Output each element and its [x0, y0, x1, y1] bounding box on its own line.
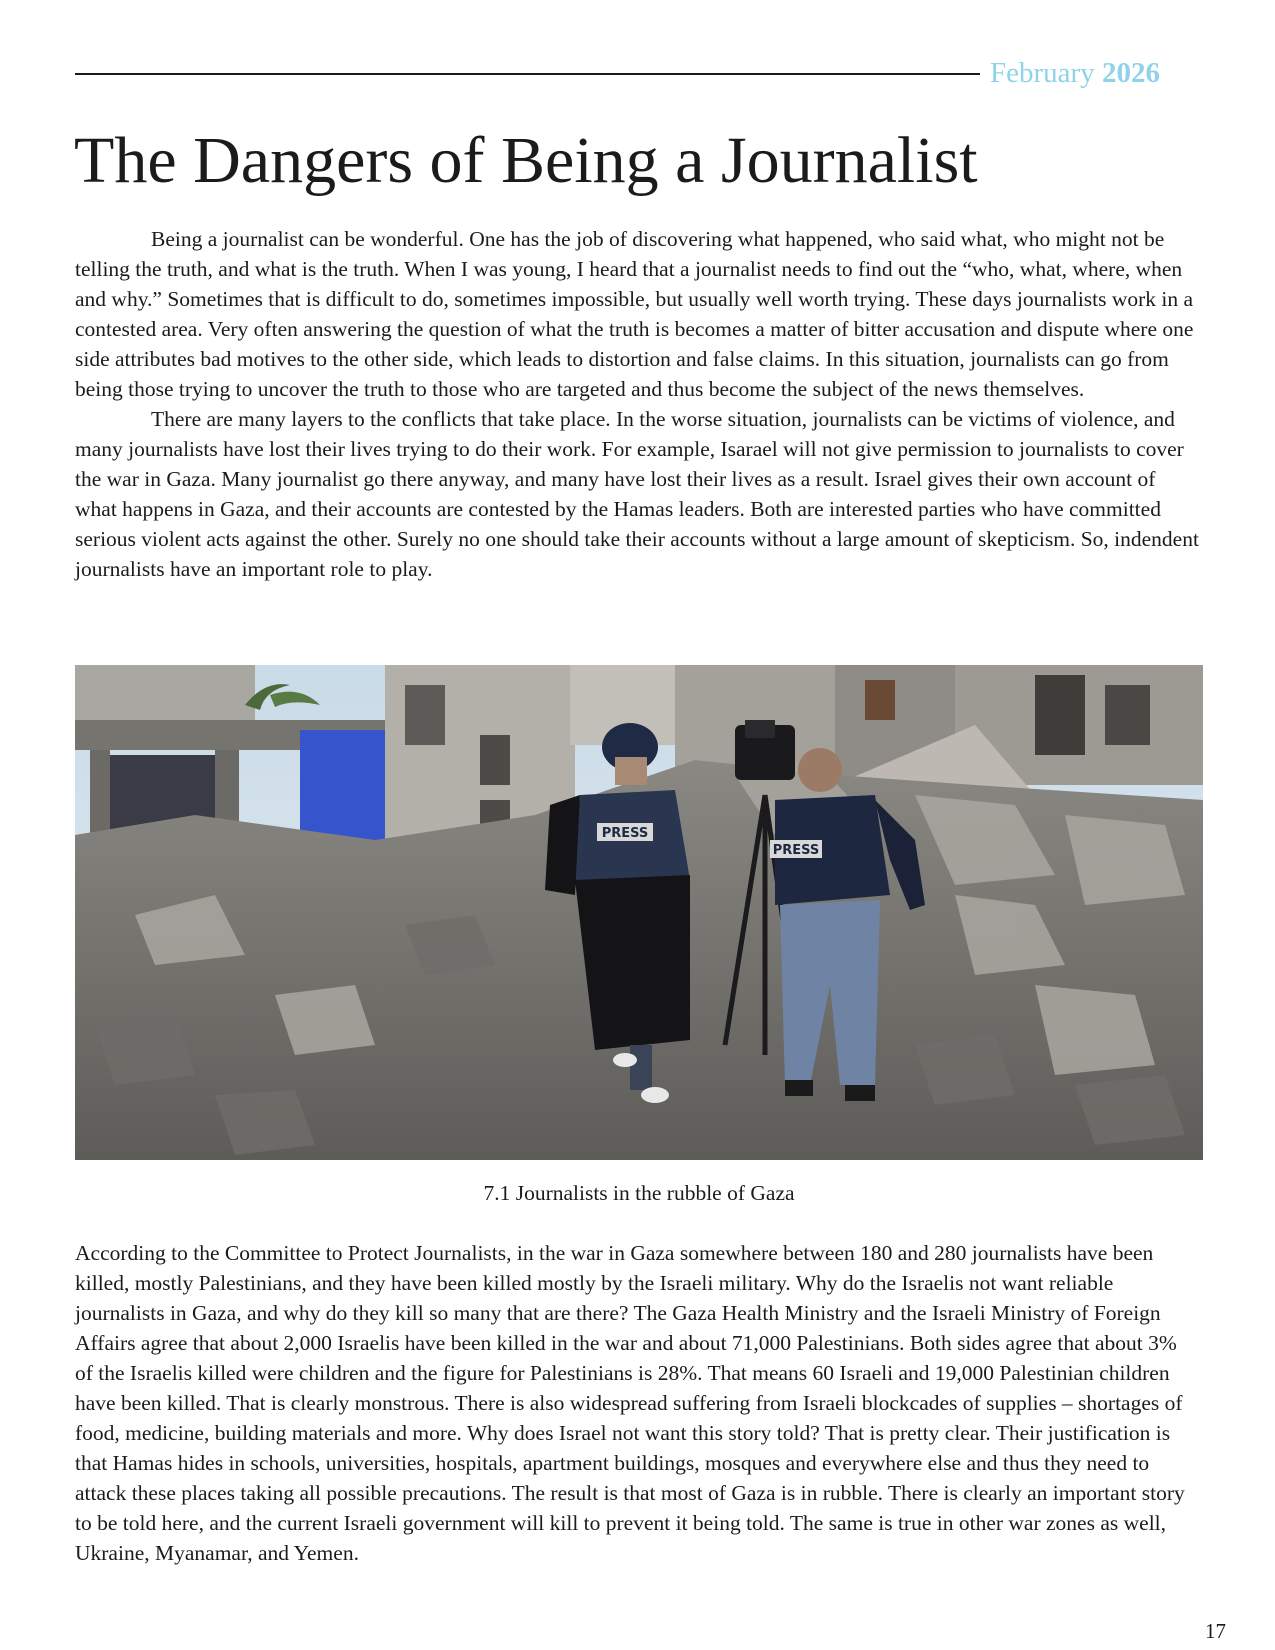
- page-number: 17: [1205, 1619, 1226, 1643]
- article-title: The Dangers of Being a Journalist: [74, 124, 978, 197]
- header-rule: [75, 73, 980, 75]
- issue-date: [990, 56, 1200, 90]
- press-label-left: PRESS: [601, 826, 649, 841]
- article-intro: [75, 224, 1200, 584]
- paragraph-2: There are many layers to the conflicts that take place. In the worse situation, journalists can be victims of violence, and many journalists have lost their lives trying to do their work. For example, Isarael will not give permission to journalists to cover the war in Gaza. Many journalist go there anyway, and many have lost their lives as a result. Israel gives their own account of what happens in Gaza, and their accounts are contested by the Hamas leaders. Both are interested parties who have committed serious violent acts against the other. Surely no one should take their accounts without a large amount of skepticism. So, indendent journalists have an important role to play.: [75, 407, 1199, 581]
- photo-caption: 7.1 Journalists in the rubble of Gaza: [483, 1181, 795, 1205]
- issue-year: 2026: [1101, 57, 1160, 89]
- paragraph-3: According to the Committee to Protect Journalists, in the war in Gaza somewhere between 180 and 280 journalists have been killed, mostly Palestinians, and they have been killed mostly by the Israeli military. Why do the Israelis not want reliable journalists in Gaza, and why do they kill so many that are there? The Gaza Health Ministry and the Israeli Ministry of Foreign Affairs agree that about 2,000 Israelis have been killed in the war and about 71,000 Palestinians. Both sides agree that about 3% of the Israelis killed were children and the figure for Palestinians is 28%. That means 60 Israeli and 19,000 Palestinian children have been killed. That is clearly monstrous. There is also widespread suffering from Israeli blockcades of supplies – shortages of food, medicine, building materials and more. Why does Israel not want this story told? That is pretty clear. Their justification is that Hamas hides in schools, universities, hospitals, apartment buildings, mosques and everywhere else and thus they need to attack these places taking all possible precautions. The result is that most of Gaza is in rubble. There is clearly an important story to be told here, and the current Israeli government will kill to prevent it being told. The same is true in other war zones as well, Ukraine, Myanamar, and Yemen.: [75, 1241, 1185, 1565]
- article-continuation: [75, 1238, 1200, 1568]
- paragraph-1: Being a journalist can be wonderful. One has the job of discovering what happened, who said what, who might not be telling the truth, and what is the truth. When I was young, I heard that a journalist needs to find out the “who, what, where, when and why.” Sometimes that is difficult to do, sometimes impossible, but usually well worth trying. These days journalists work in a contested area. Very often answering the question of what the truth is becomes a matter of bitter accusation and dispute where one side attributes bad motives to the other side, which leads to distortion and false claims. In this situation, journalists can go from being those trying to uncover the truth to those who are targeted and thus become the subject of the news themselves.: [75, 227, 1194, 401]
- issue-month: February: [990, 57, 1095, 89]
- article-photo: [75, 665, 1203, 1160]
- press-label-right: PRESS: [772, 843, 820, 858]
